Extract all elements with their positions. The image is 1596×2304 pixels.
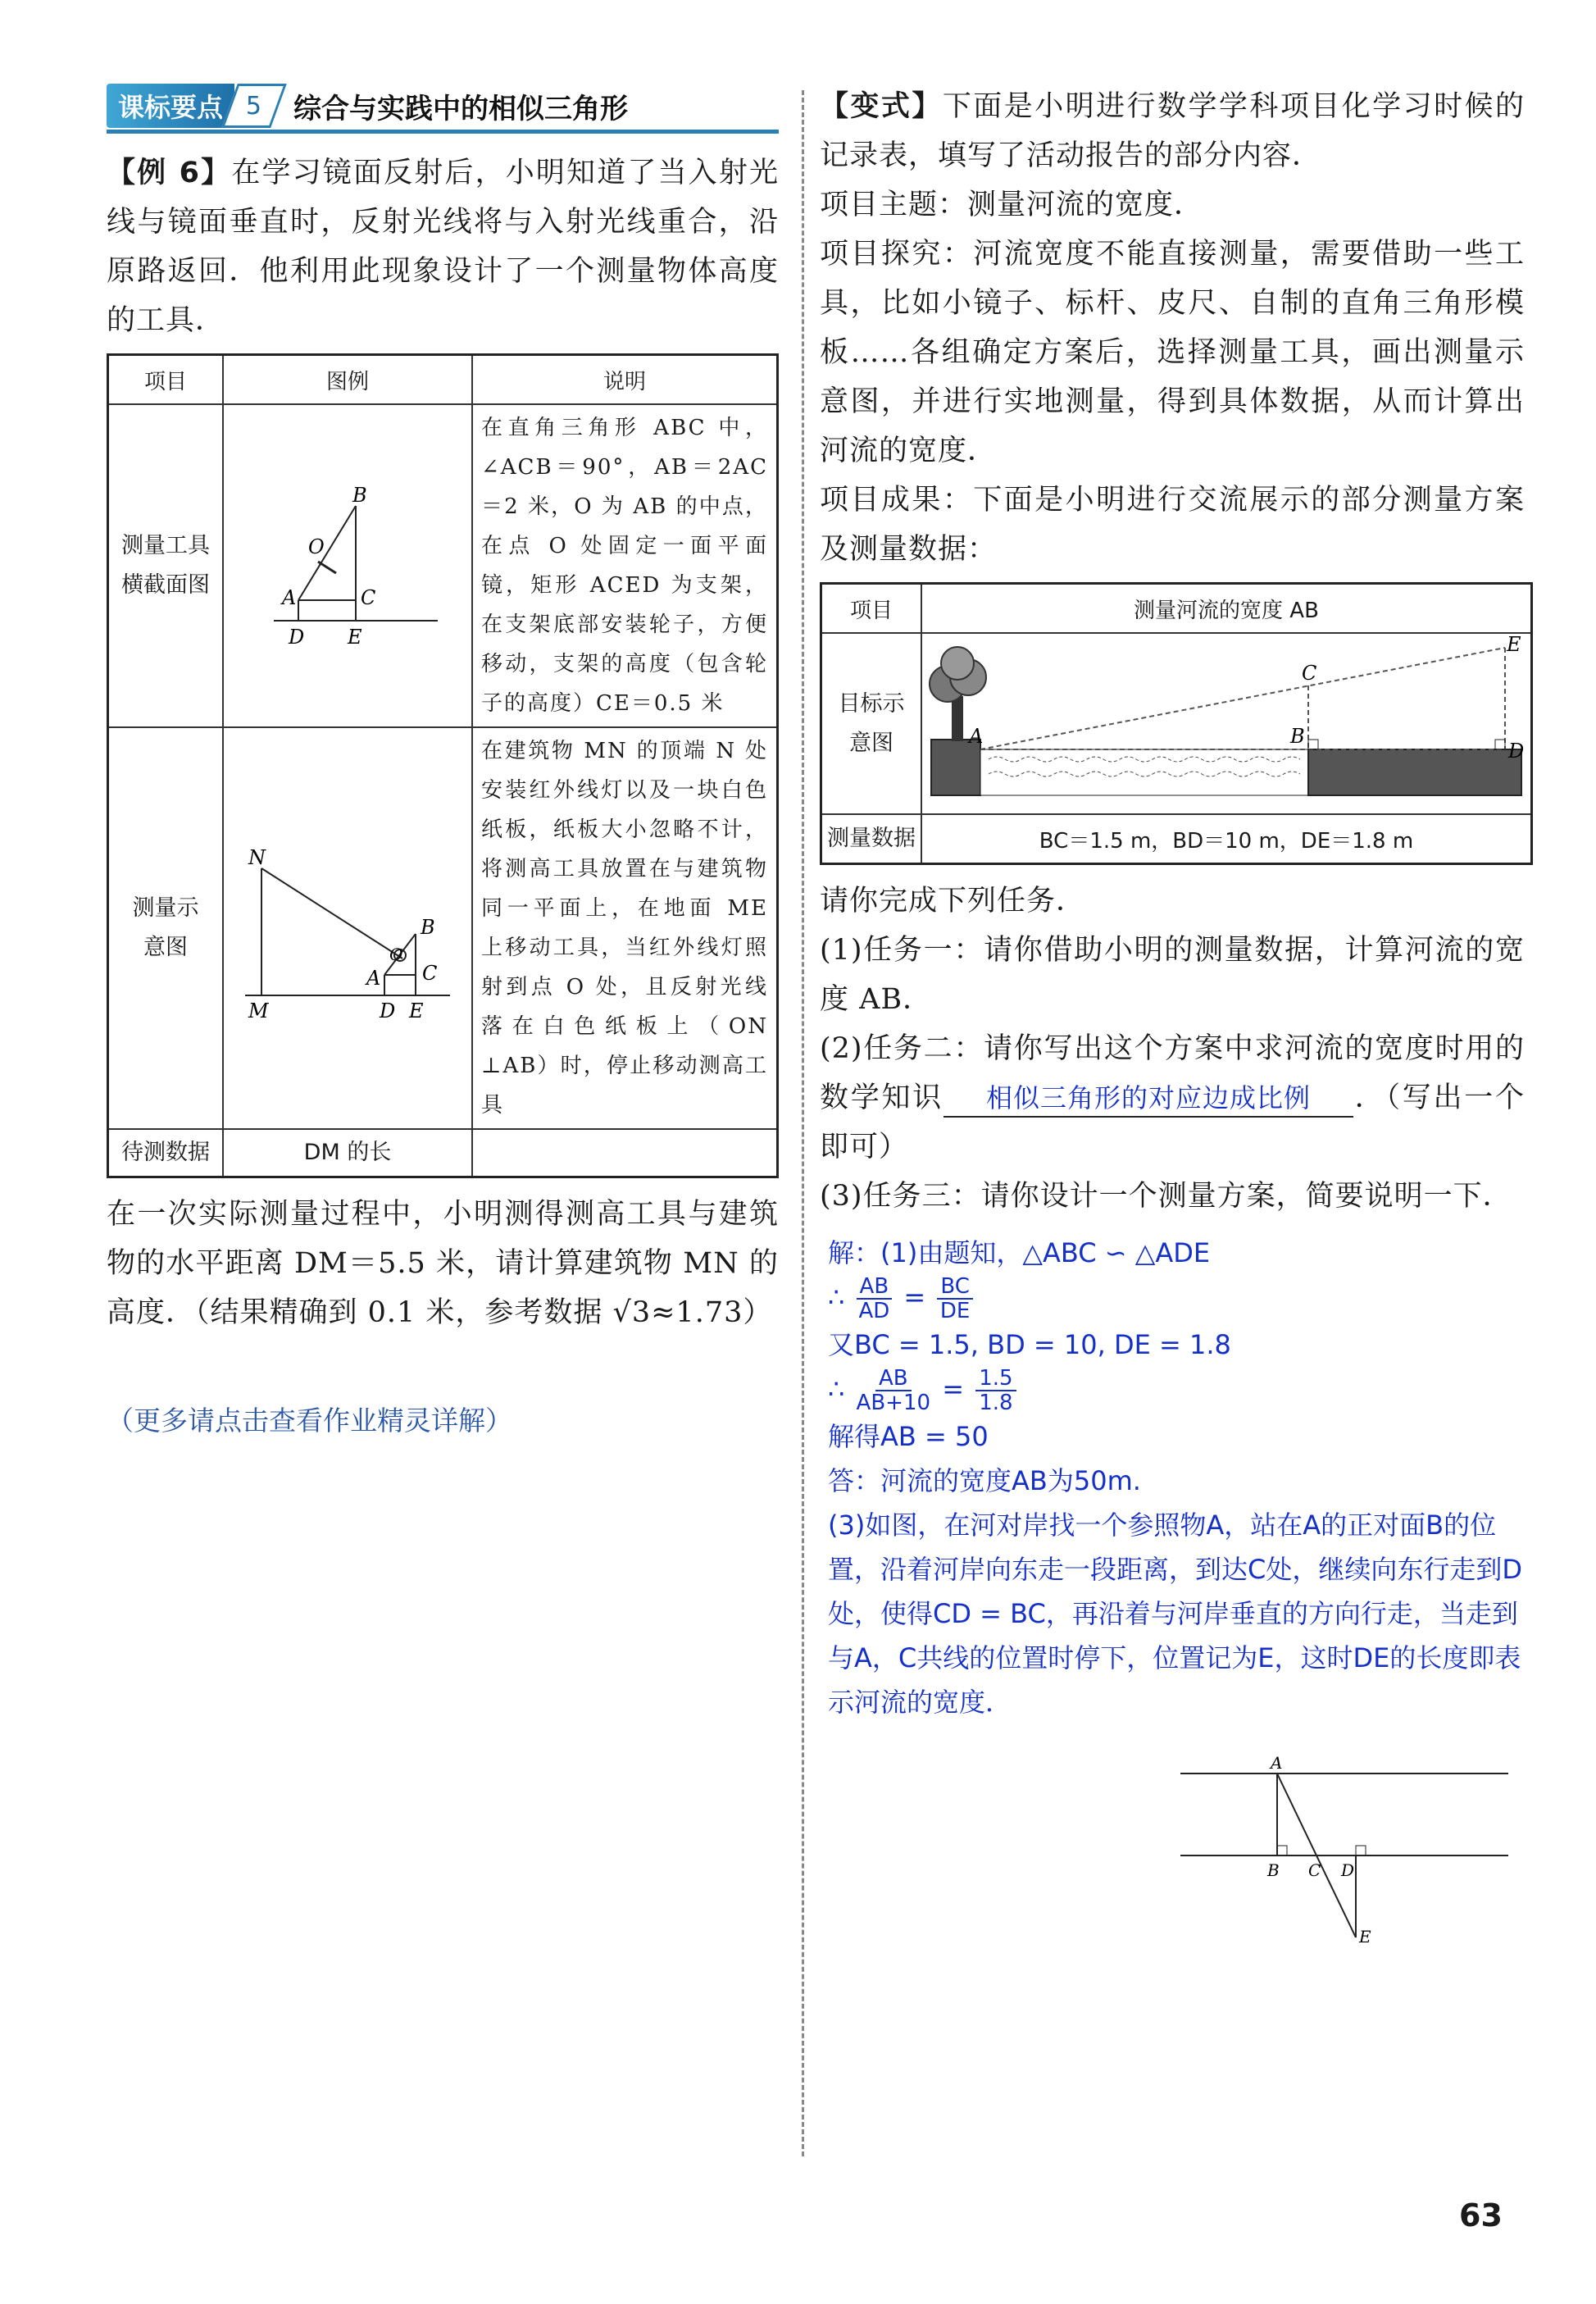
label-E: E	[348, 625, 362, 649]
task2	[820, 1024, 1525, 1172]
label-E2: E	[409, 999, 424, 1022]
therefore-2: ∴	[828, 1373, 845, 1405]
solution-line5: 解得AB = 50	[828, 1421, 989, 1452]
solution-line6: 答：河流的宽度AB为50m.	[828, 1465, 1141, 1496]
variant-theme: 项目主题：测量河流的宽度．	[820, 189, 1204, 221]
river-label-B: B	[1290, 725, 1305, 748]
row1-desc: 在直角三角形 ABC 中，∠ACB＝90°，AB＝2AC＝2 米，O 为 AB 的中点，在点 O 处固定一面平面镜，矩形 ACED 为支架，在支架底部安装轮子，方便移动，支架的高度（包含轮子的高度）CE＝0.5 米	[472, 404, 778, 727]
frac3-den: AB+10	[856, 1391, 931, 1415]
variant-row1-label	[821, 633, 922, 814]
variant-table	[820, 582, 1533, 865]
tool-cross-section-diagram	[233, 457, 462, 670]
frac1-num: AB	[857, 1275, 893, 1300]
fraction-bc-de	[937, 1275, 973, 1323]
example6-label: 【例 6】	[107, 157, 232, 189]
solution-diagram	[1172, 1749, 1516, 1946]
variant-row2-label: 测量数据	[821, 814, 922, 864]
solution-line7: (3)如图，在河对岸找一个参照物A，站在A的正对面B的位置，沿着河岸向东走一段距离，到达C处，继续向东行走到D处，使得CD = BC，再沿着与河岸垂直的方向行走，当走到与A，C共线的位置时停下，位置记为E，这时DE的长度即表示河流的宽度．	[828, 1509, 1522, 1718]
example6-table	[107, 353, 779, 1178]
variant-result: 项目成果：下面是小明进行交流展示的部分测量方案及测量数据：	[820, 484, 1525, 566]
solution-line2	[828, 1275, 1525, 1323]
fraction-15-18	[975, 1367, 1016, 1414]
frac1-den: AD	[858, 1299, 890, 1323]
equals-1: =	[903, 1282, 926, 1313]
label-M: M	[248, 999, 269, 1022]
frac4-den: 1.8	[979, 1391, 1013, 1415]
sol-label-D: D	[1341, 1860, 1355, 1880]
sol-label-B: B	[1267, 1860, 1280, 1880]
page-number: 63	[1459, 2197, 1503, 2233]
row2-label-b: 意图	[143, 935, 188, 960]
fraction-ab-ad	[857, 1275, 893, 1323]
row2-desc: 在建筑物 MN 的顶端 N 处安装红外线灯以及一块白色纸板，纸板大小忽略不计，将测高工具放置在与建筑物同一平面上，在地面 ME 上移动工具，当红外线灯照射到点 O 处，且反射光线落在白色纸板上（ON ⊥AB）时，停止移动测高工具	[472, 727, 778, 1129]
sol-label-A: A	[1271, 1753, 1283, 1773]
label-B: B	[352, 483, 367, 507]
table-header-figure: 图例	[223, 355, 472, 405]
table-header-desc: 说明	[472, 355, 778, 405]
solution-line1: 解：(1)由题知，△ABC ∽ △ADE	[828, 1237, 1211, 1268]
row1-label	[108, 404, 224, 727]
table-header-item: 项目	[108, 355, 224, 405]
frac2-num: BC	[937, 1275, 973, 1300]
label-O2: O	[389, 944, 403, 964]
example6-question: 在一次实际测量过程中，小明测得测高工具与建筑物的水平距离 DM＝5.5 米，请计算建筑物 MN 的高度．（结果精确到 0.1 米，参考数据 √3≈1.73）	[107, 1197, 779, 1329]
row3-desc	[472, 1129, 778, 1177]
row1-figure	[223, 404, 472, 727]
sol-label-E: E	[1359, 1927, 1371, 1946]
variant-row2-value: BC＝1.5 m，BD＝10 m，DE＝1.8 m	[921, 814, 1532, 864]
variant-row1-label-a: 目标示	[838, 690, 905, 717]
river-diagram-cell	[921, 633, 1532, 814]
more-details-link[interactable]: （更多请点击查看作业精灵详解）	[107, 1404, 512, 1437]
river-label-D: D	[1508, 740, 1525, 763]
solution-line4	[828, 1367, 1525, 1414]
section-number: 5	[246, 91, 262, 121]
task2-suffix: ．（写出一个即可）	[820, 1081, 1525, 1163]
frac2-den: DE	[939, 1299, 971, 1323]
row2-figure	[223, 727, 472, 1129]
label-A: A	[282, 585, 297, 609]
row2-label-a: 测量示	[132, 895, 199, 921]
label-B2: B	[421, 915, 435, 939]
variant-row1-label-b: 意图	[849, 730, 893, 756]
row1-label-b: 横截面图	[121, 572, 210, 598]
sol-label-C: C	[1308, 1860, 1321, 1880]
measurement-scheme-diagram	[229, 819, 466, 1032]
task2-answer: 相似三角形的对应边成比例	[944, 1080, 1353, 1118]
label-D2: D	[380, 999, 396, 1022]
river-label-A: A	[969, 725, 984, 748]
row3-value: DM 的长	[223, 1129, 472, 1177]
label-N: N	[248, 845, 266, 869]
fraction-ab-ab10	[857, 1367, 931, 1414]
solution-block	[820, 1231, 1525, 1724]
variant-explore: 项目探究：河流宽度不能直接测量，需要借助一些工具，比如小镜子、标杆、皮尺、自制的直角三角形模板……各组确定方案后，选择测量工具，画出测量示意图，并进行实地测量，得到具体数据，从而计算出河流的宽度．	[820, 238, 1525, 467]
left-column	[107, 82, 779, 1438]
section-tag: 课标要点	[107, 84, 234, 128]
column-divider	[802, 90, 804, 2156]
tasks-intro: 请你完成下列任务．	[820, 885, 1086, 918]
right-column	[820, 82, 1525, 1949]
task1: (1)任务一：请你借助小明的测量数据，计算河流的宽度 AB．	[820, 934, 1525, 1016]
river-label-C: C	[1302, 662, 1317, 685]
river-target-diagram	[923, 635, 1530, 807]
frac3-num: AB	[875, 1367, 912, 1391]
variant-label: 【变式】	[820, 90, 943, 123]
row3-label: 待测数据	[108, 1129, 224, 1177]
label-O: O	[308, 535, 325, 558]
task2-text: (2)任务二：请你写出这个方案中求河流的宽度时用的数学知识	[820, 1032, 1525, 1114]
example6-intro	[107, 148, 779, 345]
label-C2: C	[422, 961, 438, 985]
variant-header-item: 项目	[821, 584, 922, 634]
row2-label	[108, 727, 224, 1129]
task3: (3)任务三：请你设计一个测量方案，简要说明一下．	[820, 1180, 1512, 1213]
row1-label-a: 测量工具	[121, 533, 210, 558]
variant-header-title: 测量河流的宽度 AB	[921, 584, 1532, 634]
river-label-E: E	[1507, 635, 1521, 656]
variant-intro	[820, 82, 1525, 180]
section-header	[107, 82, 779, 134]
equals-2: =	[942, 1373, 965, 1405]
label-D: D	[289, 625, 305, 649]
solution-line3: 又BC = 1.5, BD = 10, DE = 1.8	[828, 1329, 1231, 1360]
section-title: 综合与实践中的相似三角形	[293, 92, 629, 125]
variant-intro-text: 下面是小明进行数学学科项目化学习时候的记录表，填写了活动报告的部分内容．	[820, 90, 1525, 172]
frac4-num: 1.5	[975, 1367, 1016, 1391]
example6-intro-text: 在学习镜面反射后，小明知道了当入射光线与镜面垂直时，反射光线将与入射光线重合，沿原路返回．他利用此现象设计了一个测量物体高度的工具．	[107, 157, 779, 337]
label-A2: A	[366, 966, 381, 990]
label-C: C	[361, 585, 376, 609]
therefore-1: ∴	[828, 1282, 845, 1313]
